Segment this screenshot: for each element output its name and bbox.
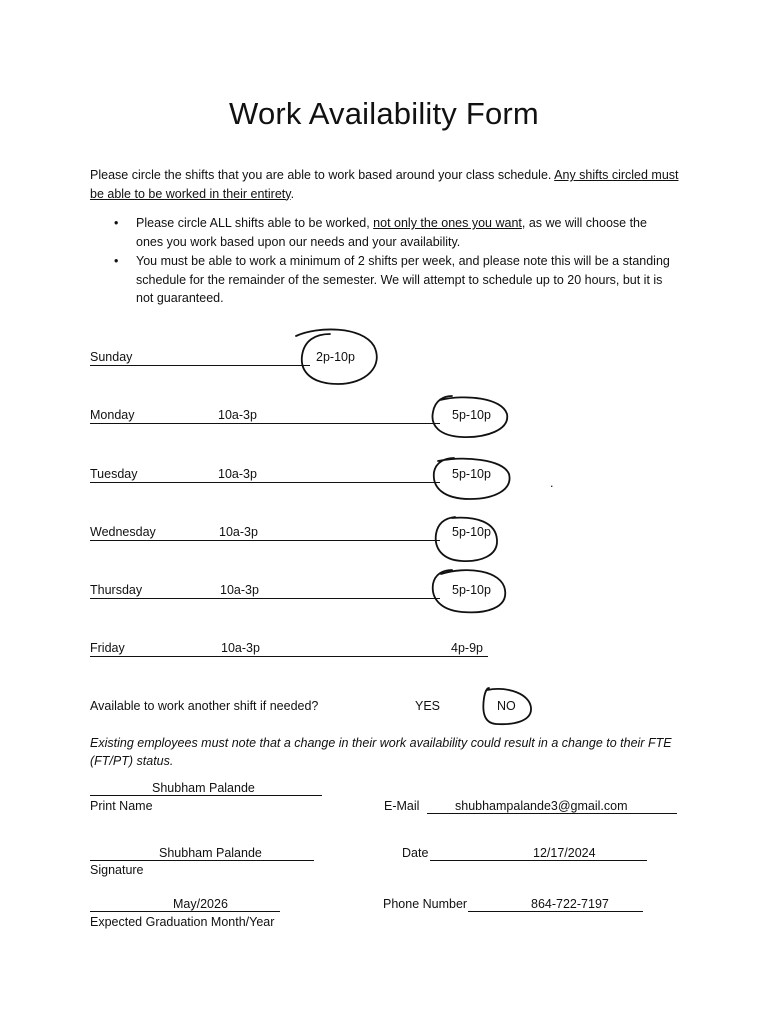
shift-evening[interactable]: 2p-10p: [316, 350, 355, 364]
shift-row-thursday: [90, 583, 510, 603]
day-label: Tuesday: [90, 467, 138, 481]
phone-value[interactable]: 864-722-7197: [531, 897, 609, 911]
shift-morning[interactable]: 10a-3p: [218, 408, 257, 422]
print-name-value[interactable]: Shubham Palande: [152, 781, 255, 795]
shift-row-monday: [90, 408, 510, 428]
shift-morning[interactable]: 10a-3p: [221, 641, 260, 655]
graduation-value[interactable]: May/2026: [173, 897, 228, 911]
signature-underline: [90, 860, 314, 861]
signature-label: Signature: [90, 863, 144, 877]
bullet-icon: •: [114, 216, 119, 230]
instruction-text: You must be able to work a minimum of 2 shifts per week, and please note this will be a standing schedule for the remainder of the semester. We will attempt to schedule up to 20 hours, but it is not guaranteed.: [136, 254, 670, 305]
shift-row-sunday: [90, 350, 390, 370]
shift-row-friday: [90, 641, 510, 661]
intro-text: Please circle the shifts that you are able to work based around your class schedule.: [90, 168, 555, 182]
signature-value[interactable]: Shubham Palande: [159, 846, 262, 860]
row-underline: [90, 656, 488, 657]
page-title: Work Availability Form: [229, 96, 539, 131]
date-value[interactable]: 12/17/2024: [533, 846, 596, 860]
email-underline: [427, 813, 677, 814]
day-label: Wednesday: [90, 525, 156, 539]
instruction-underlined-text: not only the ones you want: [373, 216, 522, 230]
stray-mark: .: [550, 476, 554, 490]
shift-evening[interactable]: 4p-9p: [451, 641, 483, 655]
shift-row-wednesday: [90, 525, 510, 545]
phone-underline: [468, 911, 643, 912]
row-underline: [90, 365, 310, 366]
instruction-text: , as we will choose the ones you work based upon our needs and your availability.: [136, 216, 647, 249]
date-label: Date: [402, 846, 429, 860]
shift-evening[interactable]: 5p-10p: [452, 525, 491, 539]
instruction-item: [90, 252, 670, 308]
extra-shift-no-option[interactable]: NO: [497, 699, 516, 713]
print-name-label: Print Name: [90, 799, 153, 813]
print-name-underline: [90, 795, 322, 796]
day-label: Thursday: [90, 583, 143, 597]
row-underline: [90, 598, 440, 599]
shift-evening[interactable]: 5p-10p: [452, 408, 491, 422]
bullet-icon: •: [114, 254, 119, 268]
intro-underlined-text: Any shifts circled must be able to be worked in their entirety: [90, 168, 679, 201]
intro-paragraph: [90, 166, 690, 203]
day-label: Friday: [90, 641, 125, 655]
intro-end: .: [290, 186, 295, 201]
shift-evening[interactable]: 5p-10p: [452, 467, 491, 481]
instruction-item: [90, 214, 670, 251]
shift-morning[interactable]: 10a-3p: [220, 583, 259, 597]
fte-notice: Existing employees must note that a change in their work availability could result in a change to their FTE (FT/PT) status.: [90, 736, 672, 768]
day-label: Monday: [90, 408, 135, 422]
extra-shift-yes-option[interactable]: YES: [415, 699, 441, 713]
graduation-label: Expected Graduation Month/Year: [90, 915, 275, 929]
row-underline: [90, 423, 440, 424]
instruction-list: [90, 214, 670, 309]
email-value[interactable]: shubhampalande3@gmail.com: [455, 799, 628, 813]
graduation-underline: [90, 911, 280, 912]
date-underline: [430, 860, 647, 861]
instruction-text: Please circle ALL shifts able to be worked,: [136, 216, 374, 230]
row-underline: [90, 482, 440, 483]
extra-shift-question: Available to work another shift if needed?: [90, 699, 319, 713]
phone-label: Phone Number: [383, 897, 468, 911]
shift-row-tuesday: [90, 467, 510, 487]
shift-morning[interactable]: 10a-3p: [218, 467, 257, 481]
email-label: E-Mail: [384, 799, 420, 813]
shift-morning[interactable]: 10a-3p: [219, 525, 258, 539]
shift-evening[interactable]: 5p-10p: [452, 583, 491, 597]
day-label: Sunday: [90, 350, 133, 364]
row-underline: [90, 540, 440, 541]
